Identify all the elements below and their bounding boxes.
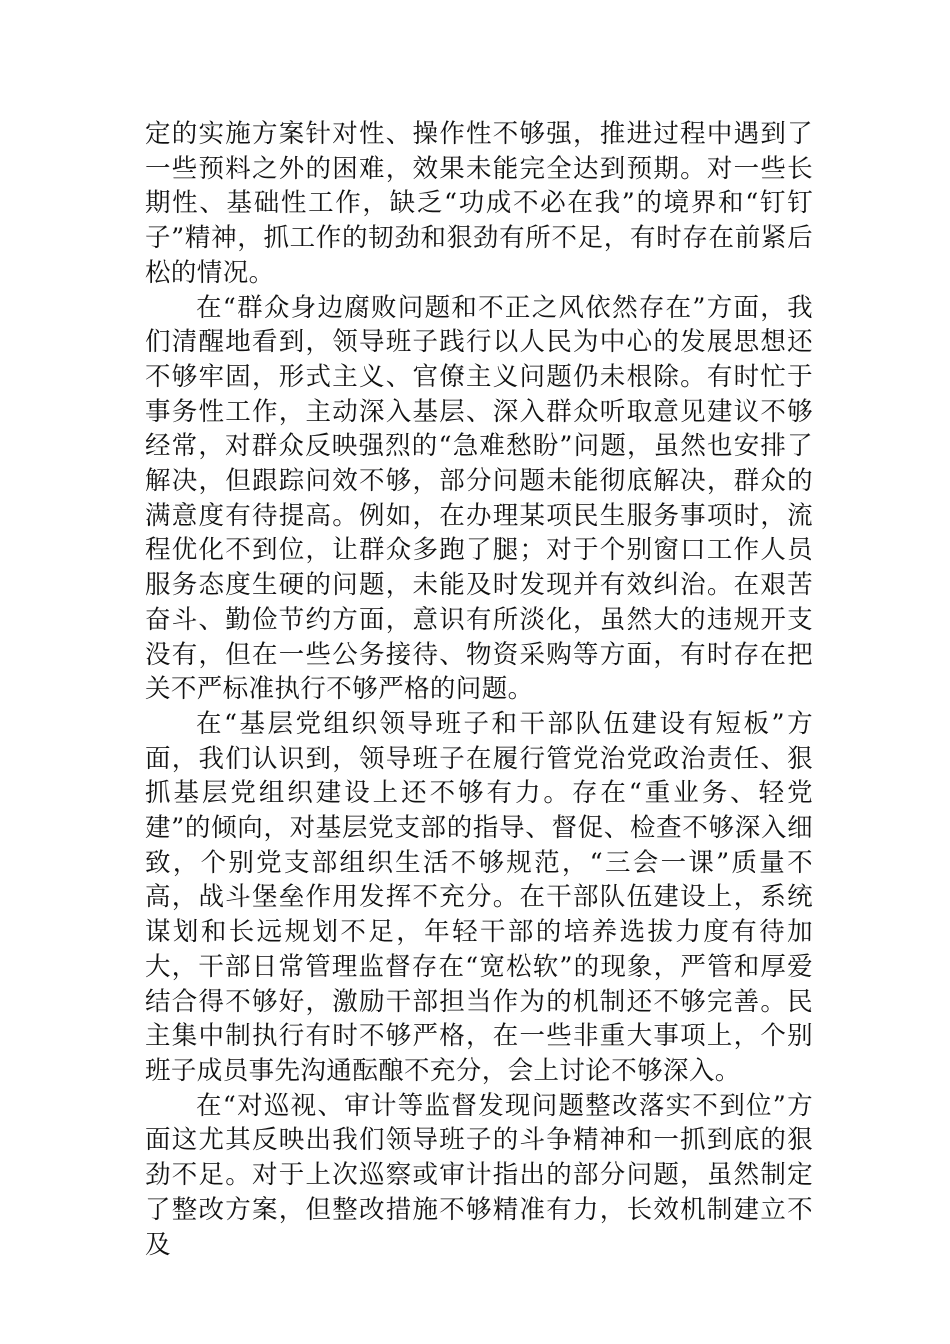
paragraph-mass-corruption: 在“群众身边腐败问题和不正之风依然存在”方面，我们清醒地看到，领导班子践行以人民为中心的发展思想还不够牢固，形式主义、官僚主义问题仍未根除。有时忙于事务性工作，主动深入基层、深入群众听取意见建议不够经常，对群众反映强烈的“急难愁盼”问题，虽然也安排了解决，但跟踪问效不够，部分问题未能彻底解决，群众的满意度有待提高。例如，在办理某项民生服务事项时，流程优化不到位，让群众多跑了腿；对于个别窗口工作人员服务态度生硬的问题，未能及时发现并有效纠治。在艰苦奋斗、勤俭节约方面，意识有所淡化，虽然大的违规开支没有，但在一些公务接待、物资采购等方面，有时存在把关不严标准执行不够严格的问题。 (145, 292, 813, 705)
paragraph-continued: 定的实施方案针对性、操作性不够强，推进过程中遇到了一些预料之外的困难，效果未能完全达到预期。对一些长期性、基础性工作，缺乏“功成不必在我”的境界和“钉钉子”精神，抓工作的韧劲和狠劲有所不足，有时存在前紧后松的情况。 (145, 119, 813, 288)
document-body (145, 117, 813, 1262)
paragraph-inspection-rectification: 在“对巡视、审计等监督发现问题整改落实不到位”方面这尤其反映出我们领导班子的斗争精神和一抓到底的狠劲不足。对于上次巡察或审计指出的部分问题，虽然制定了整改方案，但整改措施不够精准有力，长效机制建立不及 (145, 1090, 813, 1260)
paragraph-grassroots-party: 在“基层党组织领导班子和干部队伍建设有短板”方面，我们认识到，领导班子在履行管党治党政治责任、狠抓基层党组织建设上还不够有力。存在“重业务、轻党建”的倾向，对基层党支部的指导、督促、检查不够深入细致，个别党支部组织生活不够规范，“三会一课”质量不高，战斗堡垒作用发挥不充分。在干部队伍建设上，系统谋划和长远规划不足，年轻干部的培养选拔力度有待加大，干部日常管理监督存在“宽松软”的现象，严管和厚爱结合得不够好，激励干部担当作为的机制还不够完善。民主集中制执行有时不够严格，在一些非重大事项上，个别班子成员事先沟通酝酿不充分，会上讨论不够深入。 (145, 708, 813, 1086)
